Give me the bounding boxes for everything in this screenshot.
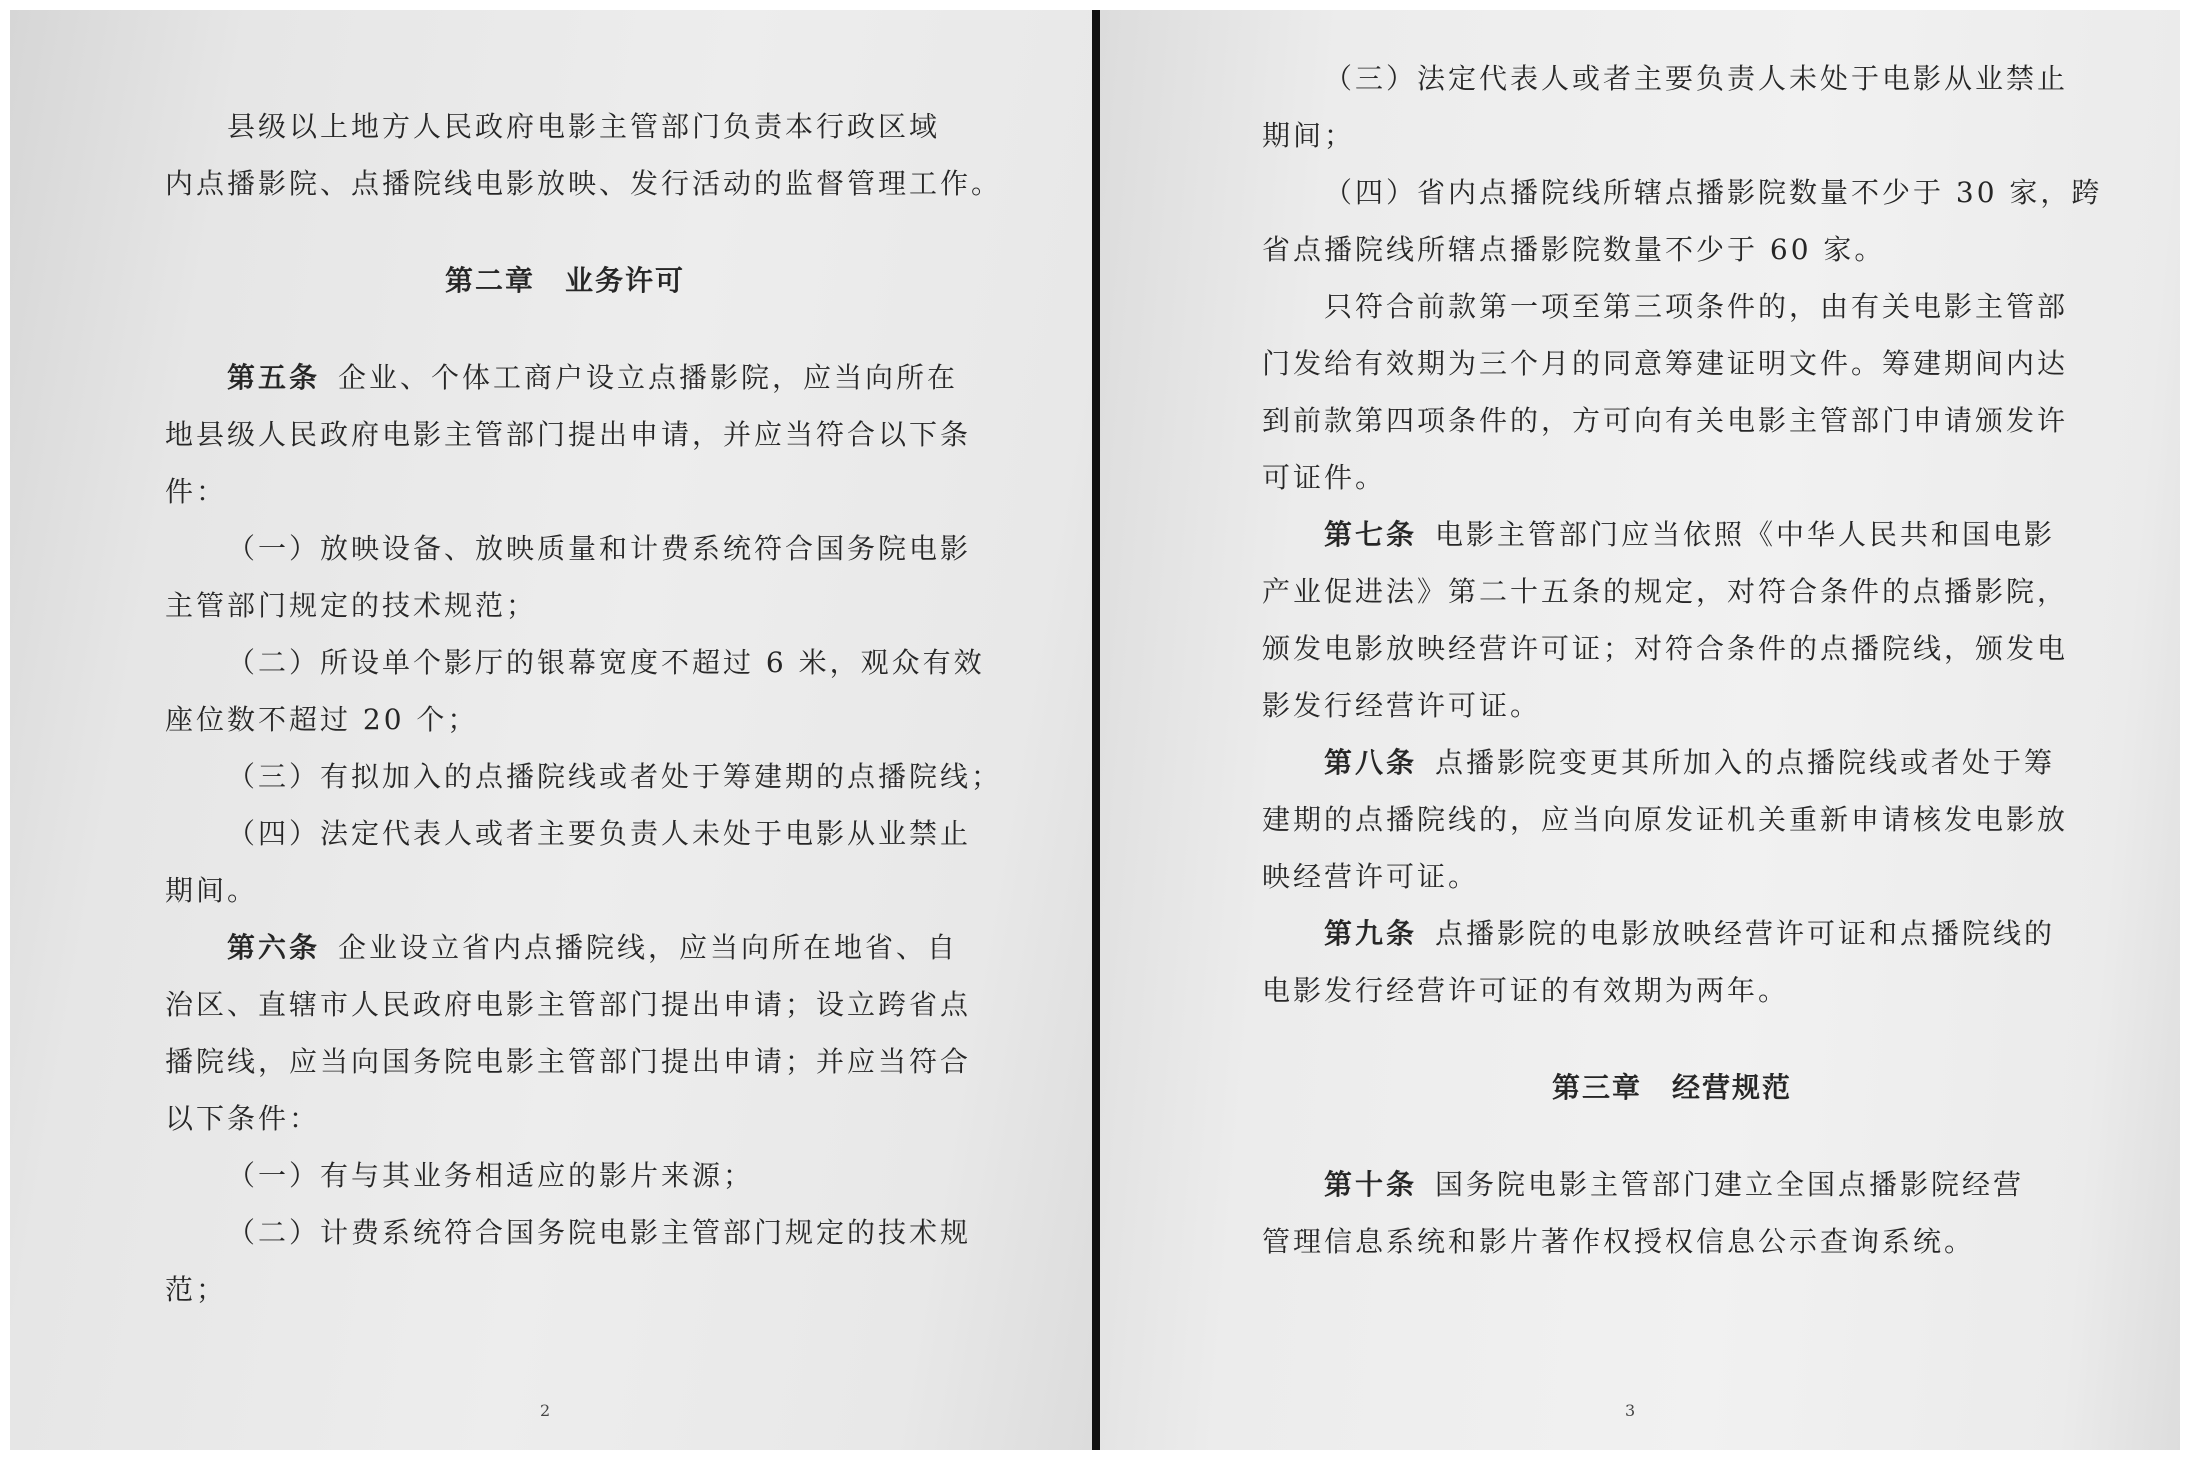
list-item-line: 座位数不超过 20 个； bbox=[165, 703, 479, 736]
paragraph-line: 地县级人民政府电影主管部门提出申请，并应当符合以下条 bbox=[165, 418, 972, 451]
right-page-text bbox=[1262, 50, 2103, 1270]
paragraph-line: 可证件。 bbox=[1262, 461, 1387, 494]
list-item-line: （三）法定代表人或者主要负责人未处于电影从业禁止 bbox=[1324, 62, 2069, 95]
list-item-line: 期间。 bbox=[165, 874, 259, 907]
article-label: 第六条 bbox=[227, 931, 321, 964]
paragraph-line: 治区、直辖市人民政府电影主管部门提出申请；设立跨省点 bbox=[165, 988, 972, 1021]
list-item-line: 省点播院线所辖点播影院数量不少于 60 家。 bbox=[1262, 233, 1886, 266]
paragraph-line: 门发给有效期为三个月的同意筹建证明文件。筹建期间内达 bbox=[1262, 347, 2069, 380]
article-first-line bbox=[1262, 905, 2082, 962]
article-text: 点播影院的电影放映经营许可证和点播院线的 bbox=[1435, 917, 2056, 950]
left-page-text bbox=[165, 98, 1003, 1318]
paragraph-line: 件： bbox=[165, 475, 228, 508]
article-text: 企业设立省内点播院线，应当向所在地省、自 bbox=[338, 931, 959, 964]
article-text: 电影主管部门应当依照《中华人民共和国电影 bbox=[1435, 518, 2056, 551]
paragraph-line: 电影发行经营许可证的有效期为两年。 bbox=[1262, 974, 1790, 1007]
page-number: 3 bbox=[1625, 1401, 1636, 1420]
list-item-line: 范； bbox=[165, 1273, 228, 1306]
list-item-line: （四）法定代表人或者主要负责人未处于电影从业禁止 bbox=[227, 817, 972, 850]
list-item-line: （一）放映设备、放映质量和计费系统符合国务院电影 bbox=[227, 532, 972, 565]
paragraph-line: 颁发电影放映经营许可证；对符合条件的点播院线，颁发电 bbox=[1262, 632, 2069, 665]
article-first-line bbox=[1262, 506, 2082, 563]
paragraph-line: 映经营许可证。 bbox=[1262, 860, 1480, 893]
list-item-line: （三）有拟加入的点播院线或者处于筹建期的点播院线； bbox=[227, 760, 1003, 793]
list-item-line: 期间； bbox=[1262, 119, 1356, 152]
article-label: 第七条 bbox=[1324, 518, 1418, 551]
chapter-heading: 第二章 业务许可 bbox=[444, 264, 685, 297]
list-item-line: （四）省内点播院线所辖点播影院数量不少于 30 家，跨 bbox=[1324, 176, 2103, 209]
page-gutter bbox=[1092, 10, 1100, 1450]
article-label: 第十条 bbox=[1324, 1168, 1418, 1201]
list-item-line: （二）所设单个影厅的银幕宽度不超过 6 米，观众有效 bbox=[227, 646, 985, 679]
paragraph-line: 管理信息系统和影片著作权授权信息公示查询系统。 bbox=[1262, 1225, 1976, 1258]
chapter-heading: 第三章 经营规范 bbox=[1551, 1071, 1792, 1104]
paragraph-line: 只符合前款第一项至第三项条件的，由有关电影主管部 bbox=[1324, 290, 2069, 323]
article-label: 第九条 bbox=[1324, 917, 1418, 950]
paragraph-line: 播院线，应当向国务院电影主管部门提出申请；并应当符合 bbox=[165, 1045, 972, 1078]
article-first-line bbox=[1262, 1156, 2082, 1213]
article-label: 第五条 bbox=[227, 361, 321, 394]
page-number: 2 bbox=[540, 1401, 551, 1420]
paragraph-line: 内点播影院、点播院线电影放映、发行活动的监督管理工作。 bbox=[165, 167, 1003, 200]
article-text: 企业、个体工商户设立点播影院，应当向所在 bbox=[338, 361, 959, 394]
paragraph-line: 产业促进法》第二十五条的规定，对符合条件的点播影院， bbox=[1262, 575, 2069, 608]
list-item-line: 主管部门规定的技术规范； bbox=[165, 589, 538, 622]
article-text: 点播影院变更其所加入的点播院线或者处于筹 bbox=[1435, 746, 2056, 779]
left-page bbox=[10, 10, 1092, 1450]
article-first-line bbox=[165, 349, 965, 406]
right-page bbox=[1100, 10, 2180, 1450]
paragraph-line: 县级以上地方人民政府电影主管部门负责本行政区域 bbox=[227, 110, 941, 143]
article-label: 第八条 bbox=[1324, 746, 1418, 779]
paragraph-line: 建期的点播院线的，应当向原发证机关重新申请核发电影放 bbox=[1262, 803, 2069, 836]
article-first-line bbox=[1262, 734, 2082, 791]
list-item-line: （二）计费系统符合国务院电影主管部门规定的技术规 bbox=[227, 1216, 972, 1249]
paragraph-line: 到前款第四项条件的，方可向有关电影主管部门申请颁发许 bbox=[1262, 404, 2069, 437]
paragraph-line: 影发行经营许可证。 bbox=[1262, 689, 1542, 722]
article-first-line bbox=[165, 919, 965, 976]
paragraph-line: 以下条件： bbox=[165, 1102, 321, 1135]
article-text: 国务院电影主管部门建立全国点播影院经营 bbox=[1435, 1168, 2025, 1201]
list-item-line: （一）有与其业务相适应的影片来源； bbox=[227, 1159, 755, 1192]
